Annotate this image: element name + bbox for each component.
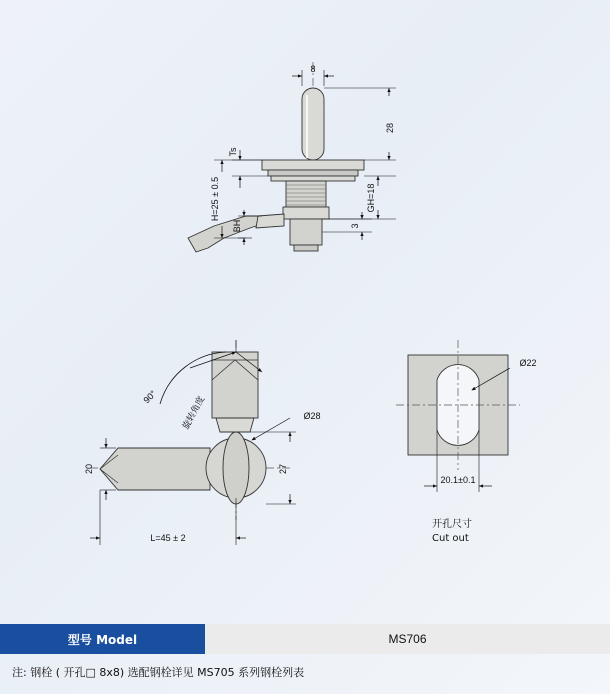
dim-bh: BH xyxy=(232,219,242,233)
cutout-caption-en: Cut out xyxy=(432,533,469,544)
dim-ts: Ts xyxy=(228,147,238,157)
dim-diameter-28: Ø28 xyxy=(303,411,321,421)
cutout-view-drawing xyxy=(396,340,537,492)
dim-cam-width-20: 20 xyxy=(84,463,94,475)
dim-height-27: 27 xyxy=(278,463,288,475)
cutout-caption-cn: 开孔尺寸 xyxy=(432,519,472,530)
dim-rotation-angle: 90° xyxy=(141,388,159,406)
dim-shaft-height: 28 xyxy=(385,122,395,134)
label-rotation-cn: 旋转角度 xyxy=(181,394,208,432)
model-table xyxy=(0,624,610,654)
dim-flat-width: 20.1±0.1 xyxy=(440,475,476,485)
dim-length-l: L=45 ± 2 xyxy=(150,533,186,543)
dim-grip-height: GH=18 xyxy=(366,183,376,213)
dim-diameter-22: Ø22 xyxy=(519,358,537,368)
model-header-cell: 型号 Model xyxy=(0,624,205,654)
model-value-cell: MS706 xyxy=(205,624,610,654)
dim-knob-width: 8 xyxy=(310,64,316,74)
dim-total-height: H=25 ± 0.5 xyxy=(210,176,220,222)
table-row xyxy=(0,624,610,654)
footer-note: 注: 钢栓 ( 开孔□ 8x8) 选配钢栓详见 MS705 系列钢栓列表 xyxy=(12,666,305,679)
top-view-drawing xyxy=(188,62,396,252)
bottom-left-view-drawing xyxy=(84,340,321,545)
dim-bottom-3: 3 xyxy=(350,223,360,229)
